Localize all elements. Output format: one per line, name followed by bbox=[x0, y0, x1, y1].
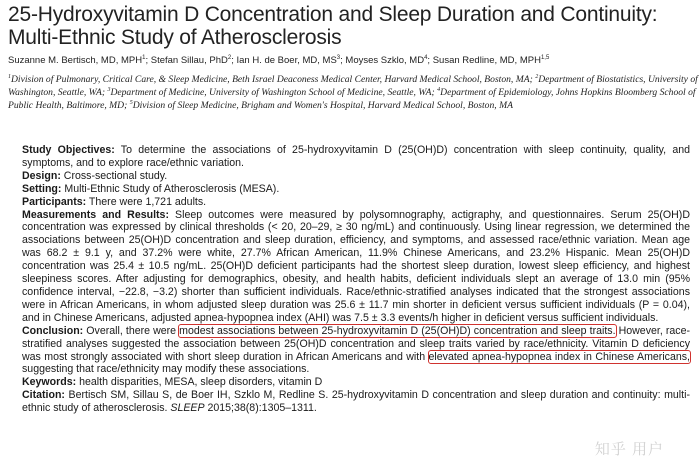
keywords-paragraph bbox=[22, 376, 690, 389]
objectives-text: To determine the associations of 25-hydroxyvitamin D (25(OH)D) concentration with sleep continuity, quality, and symptoms, and to explore race/ethnic variation. bbox=[22, 144, 690, 169]
participants-label: Participants: bbox=[22, 195, 87, 208]
citation-journal: SLEEP bbox=[170, 402, 205, 415]
citation-label: Citation: bbox=[22, 389, 65, 402]
measurements-text: Sleep outcomes were measured by polysomnography, actigraphy, and questionnaires. Serum 25(OH)D concentration was expressed by clinical thresholds (< 20, 20–29, ≥ 30 ng/mL) and continuously. Using linear regression, we determined the associations between 25(OH)D concentration and sleep duration, efficiency, and symptoms, and assessed race/ethnic variation. Mean age was 68.2 ± 9.1 y, and 37.2% were white, 27.7% African American, 11.9% Chinese Americans, and 23.2% Hispanic. Mean 25(OH)D concentration was 25.4 ± 10.5 ng/mL. 25(OH)D deficient participants had the shortest sleep duration, lowest sleep efficiency, and highest sleepiness scores. After adjusting for demographics, obesity, and health habits, deficient individuals slept an average of 13.0 min (95% confidence interval, −22.8, −3.2) shorter than sufficient individuals. Race/ethnic-stratified analyses indicated that the strongest associations were in African Americans, in whom adjusted sleep duration was 25.6 ± 11.7 min shorter in deficient versus sufficient individuals (P = 0.04), and in Chinese Americans, adjusted apnea-hypopnea index (AHI) was 7.5 ± 3.3 events/h higher in deficient versus sufficient individuals. bbox=[22, 208, 690, 324]
conclusion-label: Conclusion: bbox=[22, 324, 84, 337]
affiliation-mark: 4 bbox=[437, 86, 441, 93]
author-name: Suzanne M. Bertisch, MD, MPH bbox=[8, 55, 143, 66]
participants-text: There were 1,721 adults. bbox=[86, 195, 207, 208]
author-list bbox=[8, 55, 698, 67]
conclusion-mid: However, race-stratified analyses suggested the association between 25(OH)D concentration and sleep traits varied by race/ethnicity. Vitamin D deficiency was most strongly associated with short sleep duration in African Americans and with bbox=[22, 324, 690, 363]
author-separator: ; bbox=[231, 55, 237, 66]
affiliation-text: Division of Sleep Medicine, Brigham and Women's Hospital, Harvard Medical School, Boston, MA bbox=[132, 99, 513, 111]
objectives-paragraph bbox=[22, 144, 690, 170]
measurements-label: Measurements and Results: bbox=[22, 208, 169, 221]
affiliation-text: Department of Epidemiology, Johns Hopkins Bloomberg School of Public Health, Baltimore, MD; bbox=[8, 86, 696, 111]
affiliations bbox=[8, 74, 698, 112]
affiliation-text: Department of Medicine, University of Washington School of Medicine, Seattle, WA; bbox=[110, 86, 438, 98]
keywords-label: Keywords: bbox=[22, 376, 77, 389]
citation-ref: 2015;38(8):1305–1311. bbox=[204, 402, 317, 415]
author-name: Ian H. de Boer, MD, MS bbox=[236, 55, 337, 66]
watermark: 知乎 用户 bbox=[594, 441, 664, 458]
measurements-paragraph bbox=[22, 209, 690, 325]
affiliation-text: Department of Biostatistics, University of Washington, Seattle, WA; bbox=[8, 74, 698, 98]
author-affiliation-mark: 1 bbox=[142, 54, 146, 61]
conclusion-post: suggesting that race/ethnicity may modify these associations. bbox=[22, 363, 310, 376]
paper-title: 25-Hydroxyvitamin D Concentration and Sleep Duration and Continuity: Multi-Ethnic Study of Atherosclerosis bbox=[8, 3, 658, 49]
objectives-label: Study Objectives: bbox=[22, 144, 115, 156]
author-name: Stefan Sillau, PhD bbox=[150, 55, 228, 66]
author-affiliation-mark: 4 bbox=[424, 54, 428, 61]
affiliation-mark: 3 bbox=[107, 86, 111, 93]
design-text: Cross-sectional study. bbox=[60, 169, 168, 182]
author-affiliation-mark: 3 bbox=[336, 54, 341, 61]
setting-label: Setting: bbox=[22, 182, 62, 195]
author-name: Susan Redline, MD, MPH bbox=[432, 55, 541, 66]
conclusion-highlight-1: modest associations between 25-hydroxyvitamin D (25(OH)D) concentration and sleep traits. bbox=[179, 324, 616, 337]
abstract bbox=[22, 144, 690, 415]
affiliation-mark: 2 bbox=[535, 73, 539, 80]
design-paragraph bbox=[22, 170, 690, 183]
author-affiliation-mark: 2 bbox=[227, 54, 232, 61]
conclusion-pre: Overall, there were bbox=[83, 324, 180, 337]
design-label: Design: bbox=[22, 169, 61, 182]
author-separator: ; bbox=[145, 55, 151, 66]
affiliation-text: Division of Pulmonary, Critical Care, & Sleep Medicine, Beth Israel Deaconess Medical Center, Harvard Medical School, Boston, MA; bbox=[11, 74, 536, 85]
citation-paragraph bbox=[22, 389, 690, 415]
citation-text: Bertisch SM, Sillau S, de Boer IH, Szklo M, Redline S. 25-hydroxyvitamin D concentration and sleep duration and continuity: multi-ethnic study of atherosclerosis. bbox=[22, 389, 690, 415]
author-separator: ; bbox=[340, 55, 346, 66]
author-name: Moyses Szklo, MD bbox=[345, 55, 425, 66]
participants-paragraph bbox=[22, 196, 690, 209]
affiliation-mark: 5 bbox=[129, 99, 133, 106]
setting-paragraph bbox=[22, 183, 690, 196]
conclusion-paragraph bbox=[22, 325, 690, 377]
affiliation-mark: 1 bbox=[8, 73, 11, 80]
author-separator: ; bbox=[427, 55, 433, 66]
conclusion-highlight-2: elevated apnea-hypopnea index in Chinese Americans, bbox=[428, 350, 690, 363]
keywords-text: health disparities, MESA, sleep disorders, vitamin D bbox=[76, 376, 323, 389]
setting-text: Multi-Ethnic Study of Atherosclerosis (MESA). bbox=[61, 182, 280, 195]
author-affiliation-mark: 1,5 bbox=[540, 54, 550, 61]
